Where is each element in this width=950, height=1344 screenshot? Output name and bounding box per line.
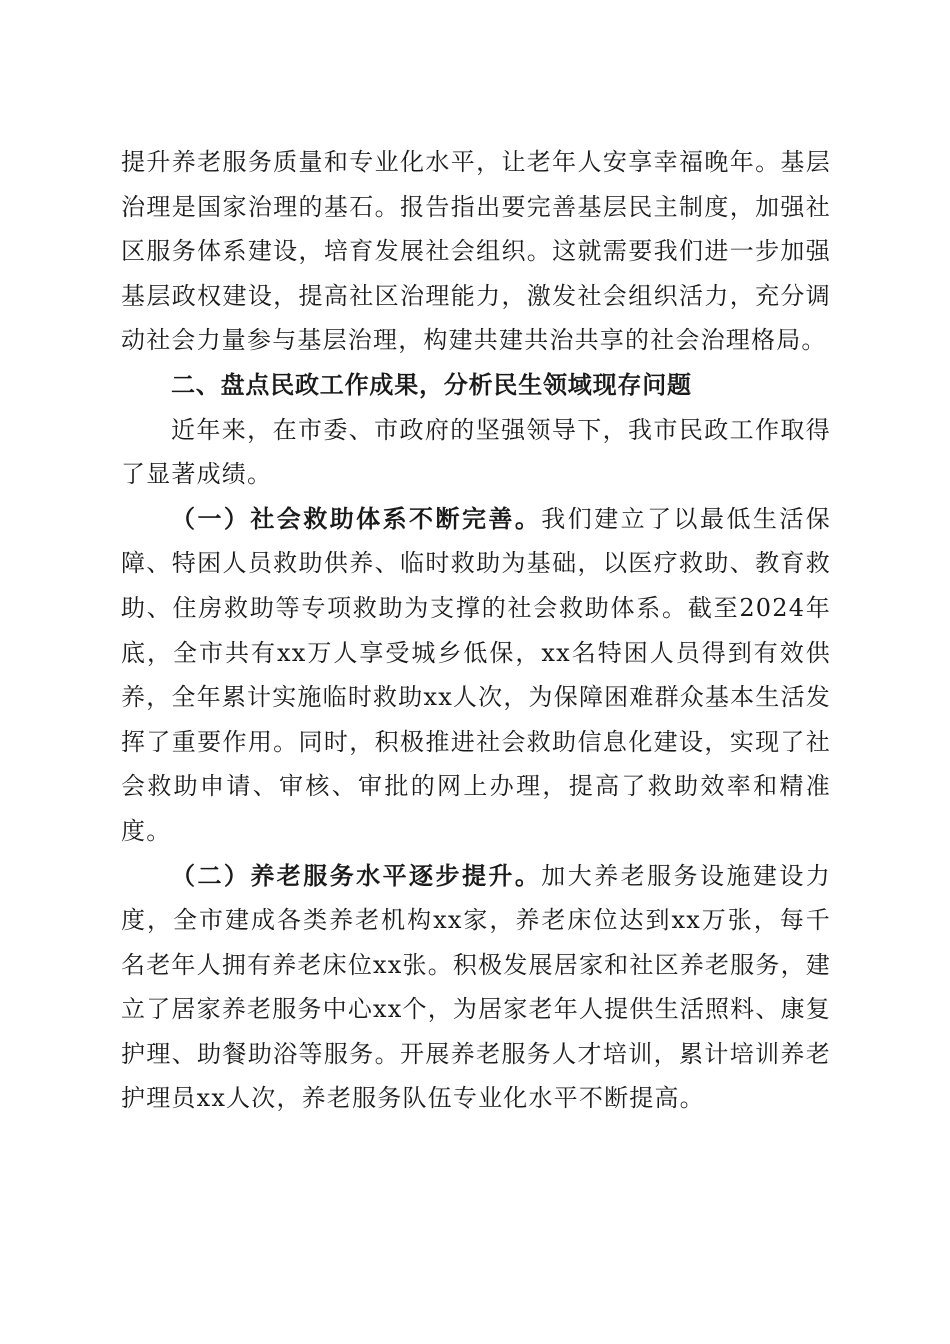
intro-paragraph: 近年来，在市委、市政府的坚强领导下，我市民政工作取得了显著成绩。 <box>121 415 831 489</box>
item2-paragraph <box>121 854 831 1122</box>
item1-body: 我们建立了以最低生活保障、特困人员救助供养、临时救助为基础，以医疗救助、教育救助、住房救助等专项救助为支撑的社会救助体系。截至2024年底，全市共有xx万人享受城乡低保，xx名特困人员得到有效供养，全年累计实施临时救助xx人次，为保障困难群众基本生活发挥了重要作用。同时，积极推进社会救助信息化建设，实现了社会救助申请、审核、审批的网上办理，提高了救助效率和精准度。 <box>121 504 831 845</box>
item2-body: 加大养老服务设施建设力度，全市建成各类养老机构xx家，养老床位达到xx万张，每千名老年人拥有养老床位xx张。积极发展居家和社区养老服务，建立了居家养老服务中心xx个，为居家老年人提供生活照料、康复护理、助餐助浴等服务。开展养老服务人才培训，累计培训养老护理员xx人次，养老服务队伍专业化水平不断提高。 <box>121 861 831 1113</box>
section-heading: 二、盘点民政工作成果，分析民生领域现存问题 <box>171 370 692 399</box>
item1-paragraph <box>121 497 831 854</box>
paragraph-continued: 提升养老服务质量和专业化水平，让老年人安享幸福晚年。基层治理是国家治理的基石。报告指出要完善基层民主制度，加强社区服务体系建设，培育发展社会组织。这就需要我们进一步加强基层政权建设，提高社区治理能力，激发社会组织活力，充分调动社会力量参与基层治理，构建共建共治共享的社会治理格局。 <box>121 148 831 355</box>
item2-title: （二）养老服务水平逐步提升。 <box>171 861 542 890</box>
item1-title: （一）社会救助体系不断完善。 <box>171 504 542 533</box>
document-body <box>121 140 831 1121</box>
